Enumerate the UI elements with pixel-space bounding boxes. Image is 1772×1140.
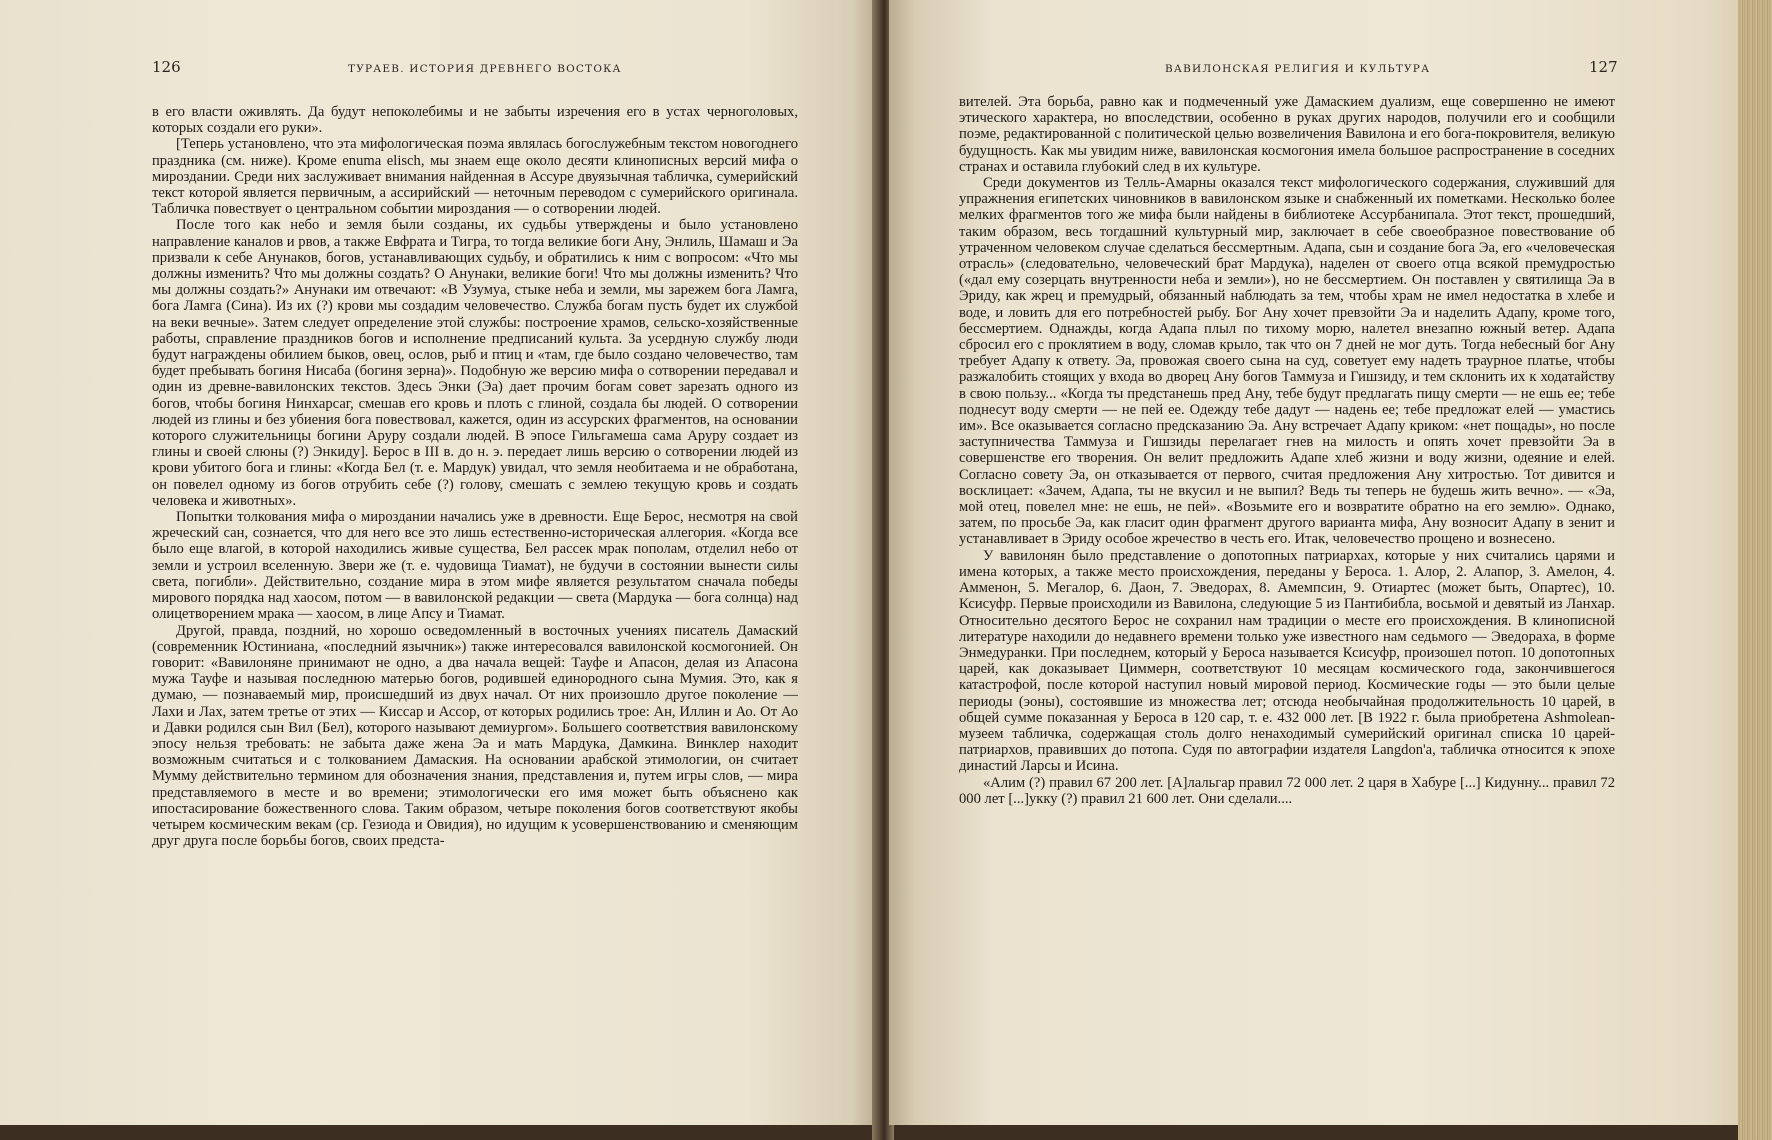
left-paragraph-3: После того как небо и земля были созданы, их судьбы утверждены и было установлено направление каналов и рвов, а также Евфрата и Тигра, то тогда великие боги Ану, Энлиль, Шамаш и Эа призвали к себе Анунаков, богов, устанавливающих судьбу, и обратились к ним с вопросом: «Что мы должны изменить? Что мы должны создать? О Анунаки, великие боги! Что мы должны изменить? Что мы должны создать?» Анунаки им отвечают: «В Узумуа, стыке неба и земли, мы зарежем бога Ламга, бога Ламга (Сина). Из их (?) крови мы создадим человечество. Служба богам пусть будет их службой на веки вечные». Затем следует определение этой службы: построение храмов, сельско-хозяйственные работы, справление праздников богов и исполнение предписаний культа. За усердную службу люди будут награждены обилием быков, овец, ослов, рыб и птиц и «там, где было создано человечество, там будет пребывать богиня Нисаба (богиня зерна)». Подобную же версию мифа о сотворении передавал и один из древне-вавилонских текстов. Здесь Энки (Эа) дает прочим богам совет зарезать одного из богов, чтобы богиня Нинхарсаг, смешав его кровь и плоть с глиной, создала бы людей. О сотворении людей из глины и без убиения бога повествовал, кажется, один из ассурских фрагментов, на основании которого служительницы богини Аруру создали людей. В эпосе Гильгамеша сама Аруру создает из глины и своей слюны (?) Энкиду]. Берос в III в. до н. э. передает лишь версию о сотворении людей из крови убитого бога и глины: «Когда Бел (т. е. Мардук) увидал, что земля необитаема и не обработана, он повелел одному из богов отрубить себе (?) голову, смешать с землею текущую кровь и создать человека и животных». — [152, 217, 798, 509]
right-paragraph-3: У вавилонян было представление о допотопных патриархах, которые у них считались царями и имена которых, а также место происхождения, переданы у Бероса. 1. Алор, 2. Алапор, 3. Амелон, 4. Амменон, 5. Мегалор, 6. Даон, 7. Эведорах, 8. Амемпсин, 9. Отиартес (может быть, Опартес), 10. Ксисуфр. Первые происходили из Вавилона, следующие 5 из Пантибибла, восьмой и девятый из Ланхар. Относительно десятого Берос не сохранил нам традиции о месте его происхождения. В клинописной литературе находили до недавнего времени только уже известного нам седьмого — Эведораха, в форме Энмедуранки. При последнем, который у Бероса называется Ксисуфр, произошел потоп. 10 допотопных царей, как доказывает Циммерн, соответствуют 10 месяцам космического года, закончившегося катастрофой, после которой наступил новый мировой период. Космические годы — это были целые периоды (эоны), состоявшие из множества лет; отсюда необычайная продолжительность 10 царей, в общей сумме показанная у Бероса в 120 сар, т. е. 432 000 лет. [В 1922 г. была приобретена Ashmolean-музеем табличка, содержащая столь долго ненаходимый сумерийский оригинал списка 10 царей-патриархов, правивших до потопа. Судя по автографии издателя Langdon'а, табличка относится к эпохе династий Ларсы и Исина. — [959, 547, 1615, 775]
left-page-number: 126 — [152, 58, 181, 76]
left-page — [0, 0, 878, 1125]
right-page-body — [959, 94, 1615, 807]
left-paragraph-1: в его власти оживлять. Да будут непоколебимы и не забыты изречения его в устах черноголовых, которых создали его руки». — [152, 104, 798, 137]
left-paragraph-2: [Теперь установлено, что эта мифологическая поэма являлась богослужебным текстом новогоднего праздника (см. ниже). Кроме enuma elisch, мы знаем еще около десяти клинописных версий мифа о мироздании. Среди них заслуживает внимания найденная в Ассуре двуязычная табличка, сумерийский текст которой является первичным, а ассирийский — неточным переводом с сумерийского оригинала. Табличка повествует о центральном событии мироздания — о сотворении людей. — [152, 136, 798, 218]
right-page — [889, 0, 1772, 1125]
left-paragraph-5: Другой, правда, поздний, но хорошо осведомленный в восточных учениях писатель Дамаский (современник Юстиниана, «последний язычник») также интересовался вавилонской космогонией. Он говорит: «Вавилоняне принимают не одно, а два начала вещей: Тауфе и Апасон, делая из Апасона мужа Тауфе и называя последнюю матерью богов, родившей единородного сына Мумия. Это, как я думаю, — познаваемый мир, происшедший из двух начал. От них произошло другое поколение — Лахи и Лах, затем третье от этих — Киссар и Ассор, от которых родились трое: Ан, Иллин и Ао. От Ао и Давки родился сын Вил (Бел), которого называют демиургом». Большего соответствия вавилонскому эпосу нельзя требовать: не забыта даже жена Эа и мать Мардука, Дамкина. Винклер находит возможным считаться и с толкованием Дамаския. На основании арабской этимологии, он считает Мумму действительно термином для обозначения знания, представления и, путем игры слов, — мира представляемого в месте и во времени; этимологически его имя может быть объяснено как ипостасирование божественного слова. Таким образом, четыре поколения богов соответствуют якобы четырем космическим векам (ср. Гезиода и Овидия), но идущим к усовершенствованию и сменяющим друг друга после борьбы богов, своих предста- — [152, 622, 798, 850]
left-paragraph-4: Попытки толкования мифа о мироздании начались уже в древности. Еще Берос, несмотря на свой жреческий сан, сознается, что для него все это лишь естественно-историческая аллегория. «Когда все было еще влагой, в которой находились живые существа, Бел рассек мрак пополам, отделил небо от земли и устроил вселенную. Звери же (т. е. чудовища Тиамат), не будучи в состоянии вынести силы света, погибли». Действительно, создание мира в этом мифе является результатом сначала победы мирового порядка над хаосом, потом — в вавилонской редакции — света (Мардука — бога солнца) над олицетворением мрака — хаосом, в лице Апсу и Тиамат. — [152, 509, 798, 623]
right-paragraph-4: «Алим (?) правил 67 200 лет. [А]лальгар правил 72 000 лет. 2 царя в Хабуре [...] Кидунну... правил 72 000 лет [...]укку (?) правил 21 600 лет. Они сделали.... — [959, 774, 1615, 807]
left-page-body — [152, 104, 798, 849]
right-running-head: ВАВИЛОНСКАЯ РЕЛИГИЯ И КУЛЬТУРА — [1165, 63, 1431, 75]
right-paragraph-2: Среди документов из Телль-Амарны оказался текст мифологического содержания, служивший для упражнения египетских чиновников в вавилонском языке и снабженный их пометками. Несколько более мелких фрагментов того же мифа были найдены в библиотеке Ассурбанипала. Этот текст, прошедший, таким образом, весь тогдашний культурный мир, заключает в себе своеобразное повествование об утраченном человеком случае сделаться бессмертным. Адапа, сын и создание бога Эа, его «человеческая отрасль» (следовательно, человеческий брат Мардука), наделен от своего отца всякой премудростью («дал ему созерцать внутренности неба и земли»), но не бессмертием. Он поставлен у святилища Эа в Эриду, как жрец и премудрый, обязанный наблюдать за тем, чтобы храм не имел недостатка в хлебе и воде, и ловить для его потребностей рыбу. Бог Ану хочет превзойти Эа и наделить Адапу, кроме того, бессмертием. Однажды, когда Адапа плыл по тихому морю, налетел внезапно южный ветер. Адапа сбросил его с проклятием в воду, сломав крыло, так что он 7 дней не мог дуть. Тогда небесный бог Ану требует Адапу к ответу. Эа, провожая своего сына на суд, советует ему надеть траурное платье, чтобы разжалобить стоящих у входа во дворец Ану богов Таммуза и Гишзиду, и тем склонить их к ходатайству в свою пользу... «Когда ты предстанешь пред Ану, тебе будут предлагать пищу смерти — не ешь ее; тебе поднесут воду смерти — не пей ее. Одежду тебе дадут — надень ее; тебе предложат елей — умастись им». Все оказывается согласно предсказанию Эа. Ану встречает Адапу криком: «нет пощады», но после заступничества Таммуза и Гишзиды перелагает гнев на милость и опять хочет превзойти Эа в совершенстве его творения. Он велит предложить Адапе хлеб жизни и воду жизни, одеяние и елей. Согласно совету Эа, он отказывается от первого, считая предложения Ану хитростью. Тот дивится и восклицает: «Зачем, Адапа, ты не вкусил и не выпил? Ведь ты теперь не будешь жить вечно». — «Эа, мой отец, повелел мне: не ешь, не пей». «Возьмите его и возвратите обратно на его землю». Однако, затем, по просьбе Эа, как гласит один фрагмент другого варианта мифа, Ану возносит Адапу в зенит и устанавливает в Эриду особое жречество в честь его. Итак, человечество прощено и вознесено. — [959, 175, 1615, 548]
page-edges — [1738, 0, 1772, 1140]
left-running-head: ТУРАЕВ. ИСТОРИЯ ДРЕВНЕГО ВОСТОКА — [348, 63, 622, 75]
right-page-number: 127 — [1589, 58, 1618, 76]
right-paragraph-1: вителей. Эта борьба, равно как и подмеченный уже Дамаскием дуализм, еще совершенно не имеют этического характера, но впоследствии, особенно в руках других народов, получили его и сообщили поэме, редактированной с политической целью возвеличения Вавилона и его бога-покровителя, великую будущность. Как мы увидим ниже, вавилонская космогония имела большое распространение в соседних странах и оставила глубокий след в их культуре. — [959, 94, 1615, 175]
